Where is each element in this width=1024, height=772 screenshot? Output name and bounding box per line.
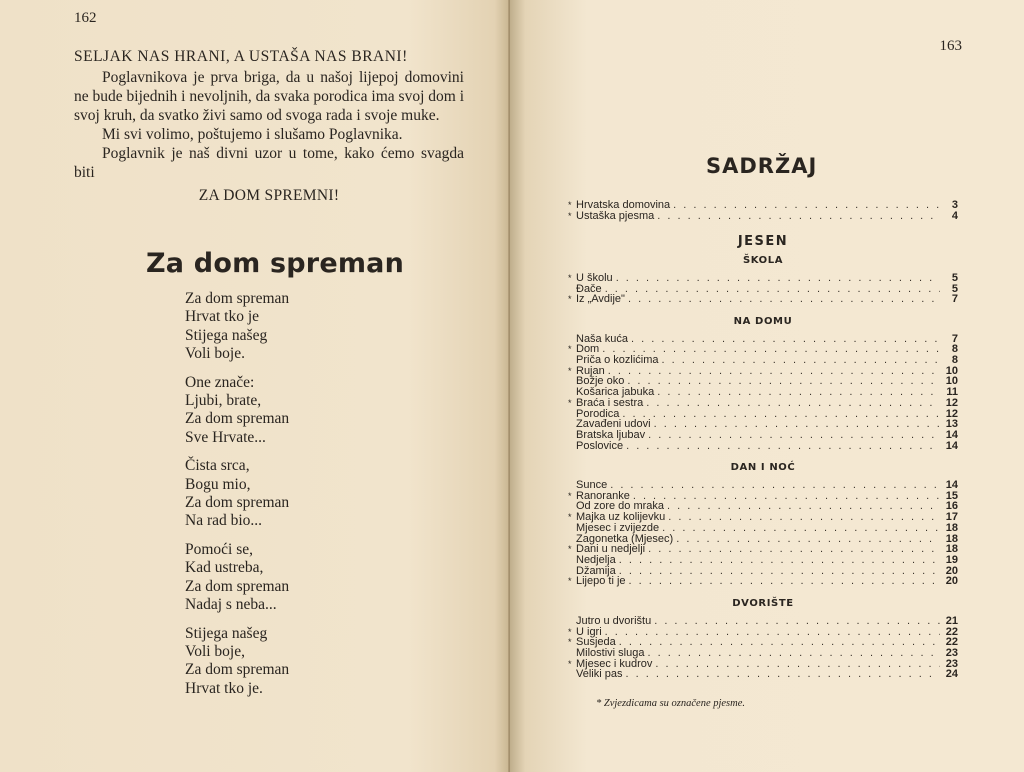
toc-entry-page: 22 <box>945 625 958 638</box>
toc-entry-title: Hrvatska domovina <box>576 199 671 211</box>
toc-entry-title: Rujan <box>576 364 605 377</box>
toc-leader-dots <box>610 480 940 491</box>
toc-entry-page: 12 <box>945 396 958 409</box>
toc-entry <box>568 659 958 670</box>
toc-section-heading: NA DOMU <box>733 315 793 327</box>
poem-line: Kad ustreba, <box>185 559 264 577</box>
toc-part-heading: JESEN <box>737 234 789 250</box>
toc-entry <box>568 441 958 452</box>
toc-entry-page: 8 <box>951 343 958 356</box>
toc-entry-page: 7 <box>951 293 958 306</box>
toc-entry-title: Susjeda <box>576 636 616 649</box>
toc-entry <box>568 627 958 638</box>
table-of-contents <box>568 200 958 680</box>
toc-entry <box>568 669 958 680</box>
toc-entry <box>568 523 958 534</box>
toc-entry-title: Božje oko <box>576 375 625 388</box>
toc-entry-title: Zavađeni udovi <box>576 418 651 431</box>
toc-leader-dots <box>605 284 940 295</box>
toc-entry-page: 10 <box>945 375 958 388</box>
toc-entry-page: 12 <box>945 407 958 420</box>
toc-leader-dots <box>619 637 940 648</box>
toc-entry <box>568 273 958 284</box>
toc-entry-title: Dani u nedjelji <box>576 543 646 556</box>
toc-entry-title: Zagonetka (Mjesec) <box>576 532 674 545</box>
toc-entry-title: Poslovice <box>576 439 624 452</box>
toc-entry-title: Veliki pas <box>576 668 623 681</box>
toc-entry <box>568 430 958 441</box>
paragraph-3: Poglavnik je naš divni uzor u tome, kako ćemo svagda biti <box>74 145 464 181</box>
toc-leader-dots <box>662 355 940 366</box>
toc-entry-star: * <box>568 365 572 376</box>
toc-leader-dots <box>648 544 940 555</box>
toc-entry-page: 18 <box>945 521 958 534</box>
toc-entry-title: Porodica <box>576 407 620 420</box>
toc-entry-title: Košarica jabuka <box>576 386 655 399</box>
toc-leader-dots <box>628 294 940 305</box>
toc-entry <box>568 284 958 295</box>
toc-entry <box>568 366 958 377</box>
toc-leader-dots <box>647 648 940 659</box>
toc-entry-page: 22 <box>945 636 958 649</box>
poem-line: Hrvat tko je. <box>185 679 263 697</box>
toc-leader-dots <box>648 430 940 441</box>
toc-entry-page: 16 <box>945 500 958 513</box>
toc-entry-page: 14 <box>945 439 958 452</box>
toc-leader-dots <box>668 512 940 523</box>
toc-entry <box>568 555 958 566</box>
toc-entry-page: 15 <box>945 489 958 502</box>
poem-line: Pomoći se, <box>185 540 254 558</box>
toc-entry-page: 7 <box>951 332 958 345</box>
toc-entry-title: Bratska ljubav <box>576 428 646 441</box>
poem-line: Bogu mio, <box>185 475 251 493</box>
poem-line: One znače: <box>185 373 255 391</box>
toc-entry-title: Ustaška pjesma <box>576 209 655 222</box>
toc-entry <box>568 211 958 222</box>
toc-entry-page: 17 <box>945 511 958 524</box>
poem-line: Ljubi, brate, <box>185 392 262 410</box>
toc-entry-star: * <box>568 294 572 305</box>
toc-leader-dots <box>633 491 940 502</box>
slogan-heading: SELJAK NAS HRANI, A USTAŠA NAS BRANI! <box>74 48 408 65</box>
toc-leader-dots <box>657 211 940 222</box>
poem-stanza-4 <box>185 541 445 615</box>
poem-line: Stijega našeg <box>185 624 268 642</box>
toc-leader-dots <box>646 398 940 409</box>
toc-entry-title: U školu <box>576 271 613 284</box>
toc-leader-dots <box>619 566 940 577</box>
toc-leader-dots <box>629 576 940 587</box>
toc-entry-page: 5 <box>951 271 958 284</box>
toc-leader-dots <box>673 200 940 211</box>
toc-entry-page: 14 <box>945 428 958 441</box>
toc-section-heading: ŠKOLA <box>742 255 784 267</box>
toc-leader-dots <box>654 419 940 430</box>
toc-entry-title: Nedjelja <box>576 553 616 566</box>
toc-entry-page: 5 <box>951 282 958 295</box>
toc-entry-page: 13 <box>945 418 958 431</box>
poem-line: Sve Hrvate... <box>185 428 266 446</box>
toc-entry-star: * <box>568 272 572 283</box>
toc-entry-star: * <box>568 344 572 355</box>
poem-line: Za dom spreman <box>185 410 290 428</box>
page-number-left: 162 <box>74 10 97 26</box>
toc-entry-title: Ranoranke <box>576 489 630 502</box>
poem-stanza-1 <box>185 290 445 364</box>
toc-leader-dots <box>622 409 940 420</box>
toc-entry-page: 10 <box>945 364 958 377</box>
toc-entry-title: Iz „Avdije" <box>576 293 625 306</box>
toc-leader-dots <box>631 334 940 345</box>
toc-entry <box>568 334 958 345</box>
toc-entry-title: Braća i sestra <box>576 396 644 409</box>
toc-entry <box>568 566 958 577</box>
poem-stanza-3 <box>185 457 445 531</box>
toc-leader-dots <box>616 273 940 284</box>
toc-leader-dots <box>619 555 940 566</box>
toc-leader-dots <box>626 441 940 452</box>
toc-entry <box>568 544 958 555</box>
toc-leader-dots <box>676 534 940 545</box>
toc-entry-title: Od zore do mraka <box>576 500 665 513</box>
toc-entry-title: Mjesec i kudrov <box>576 657 653 670</box>
toc-entry-title: Lijepo ti je <box>576 575 626 588</box>
toc-entry-title: U igri <box>576 625 602 638</box>
toc-entry-title: Sunce <box>576 479 608 492</box>
toc-entry-star: * <box>568 200 572 210</box>
toc-leader-dots <box>627 376 940 387</box>
toc-section-heading: DAN I NOĆ <box>730 462 796 474</box>
toc-entry-star: * <box>568 490 572 501</box>
toc-leader-dots <box>667 501 940 512</box>
toc-entry-page: 4 <box>951 209 958 222</box>
toc-entry-title: Džamija <box>576 564 616 577</box>
poem-line: Na rad bio... <box>185 512 263 530</box>
toc-entry-star: * <box>568 637 572 648</box>
poem-line: Nadaj s neba... <box>185 596 277 614</box>
poem-line: Voli boje, <box>185 642 245 660</box>
toc-entry-page: 21 <box>945 614 958 627</box>
left-page <box>0 0 510 772</box>
toc-entry-title: Milostivi sluga <box>576 646 645 659</box>
toc-leader-dots <box>655 659 940 670</box>
toc-entry-title: Naša kuća <box>576 332 628 345</box>
poem-line: Stijega našeg <box>185 326 268 344</box>
toc-entry <box>568 616 958 627</box>
toc-leader-dots <box>608 366 940 377</box>
closing-slogan: ZA DOM SPREMNI! <box>198 187 340 204</box>
toc-entry-page: 24 <box>945 668 958 681</box>
poem-stanza-5 <box>185 625 445 699</box>
toc-entry <box>568 648 958 659</box>
paragraph-1: Poglavnikova je prva briga, da u našoj lijepoj domovini ne bude bijednih i nevoljnih, da svaka porodica ima svoj dom i svoj kruh, da svatko živi samo od svoga rada i svoje muke. <box>74 69 465 124</box>
toc-entry-title: Đače <box>576 282 602 295</box>
toc-entry-page: 3 <box>951 199 958 211</box>
poem-line: Za dom spreman <box>185 290 290 307</box>
poem-line: Za dom spreman <box>185 494 290 512</box>
poem-line: Voli boje. <box>185 345 245 363</box>
toc-entry-title: Jutro u dvorištu <box>576 614 652 627</box>
toc-entry-page: 20 <box>945 564 958 577</box>
prose-block <box>74 68 464 205</box>
toc-entry-title: Dom <box>576 343 600 356</box>
poem <box>185 290 445 708</box>
poem-line: Hrvat tko je <box>185 308 260 326</box>
paragraph-2: Mi svi volimo, poštujemo i slušamo Poglavnika. <box>102 126 403 143</box>
toc-leader-dots <box>662 523 940 534</box>
poem-title: Za dom spreman <box>146 248 405 279</box>
toc-entry-page: 19 <box>945 553 958 566</box>
toc-entry-title: Mjesec i zvijezde <box>576 521 660 534</box>
poem-line: Za dom spreman <box>185 661 290 679</box>
toc-intro <box>568 200 958 221</box>
toc-entry-page: 20 <box>945 575 958 588</box>
poem-line: Čista srca, <box>185 457 250 475</box>
toc-entry-star: * <box>568 626 572 637</box>
toc-entry-star: * <box>568 397 572 408</box>
toc-entry-page: 11 <box>946 386 958 399</box>
toc-section-heading: DVORIŠTE <box>732 598 794 610</box>
toc-leader-dots <box>605 627 940 638</box>
poem-stanza-2 <box>185 374 445 448</box>
toc-entry <box>568 576 958 587</box>
toc-footnote: * Zvjezdicama su označene pjesme. <box>596 698 746 709</box>
toc-entry-title: Majka uz kolijevku <box>576 511 666 524</box>
toc-entry-star: * <box>568 512 572 523</box>
toc-entry-star: * <box>568 210 572 221</box>
toc-entry-page: 23 <box>945 657 958 670</box>
toc-entry-star: * <box>568 658 572 669</box>
toc-entry-title: Priča o kozlićima <box>576 354 659 367</box>
toc-entry-page: 14 <box>945 479 958 492</box>
toc-leader-dots <box>625 669 940 680</box>
toc-leader-dots <box>654 616 940 627</box>
toc-entry-page: 18 <box>945 543 958 556</box>
toc-entry-page: 23 <box>945 646 958 659</box>
toc-entry-page: 8 <box>951 354 958 367</box>
toc-title: SADRŽAJ <box>706 154 818 178</box>
toc-entry <box>568 398 958 409</box>
toc-entry <box>568 294 958 305</box>
page-number-right: 163 <box>939 38 962 54</box>
toc-entry <box>568 355 958 366</box>
toc-entry-star: * <box>568 576 572 587</box>
toc-leader-dots <box>657 387 940 398</box>
poem-line: Za dom spreman <box>185 577 290 595</box>
toc-entry-star: * <box>568 544 572 555</box>
toc-entry-page: 18 <box>945 532 958 545</box>
toc-sections <box>568 256 958 680</box>
